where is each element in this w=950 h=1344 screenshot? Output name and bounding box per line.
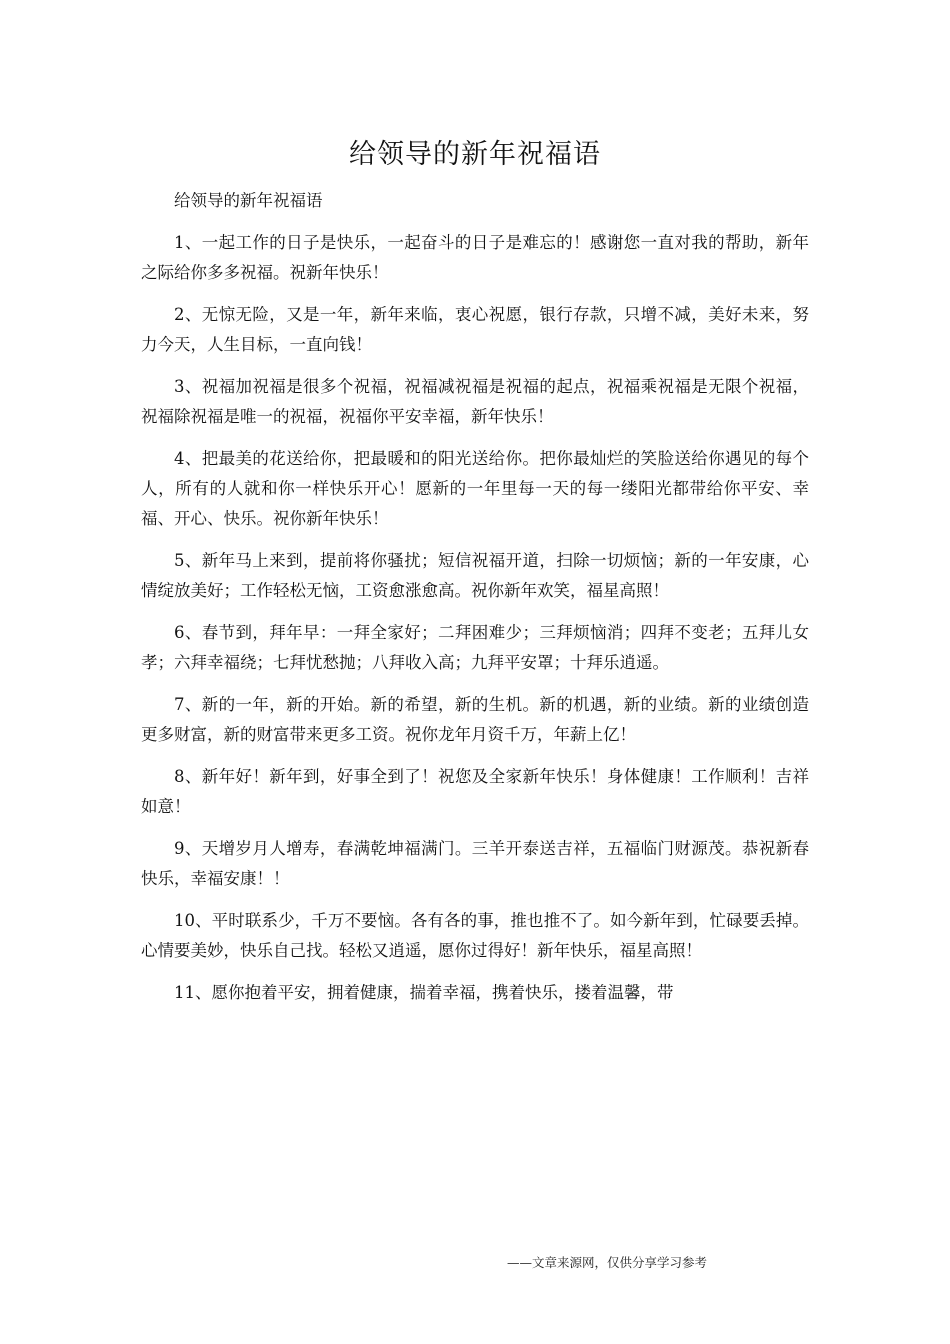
greeting-paragraph-6: 6、春节到，拜年早：一拜全家好；二拜困难少；三拜烦恼消；四拜不变老；五拜儿女孝；六拜幸福绕；七拜忧愁抛；八拜收入高；九拜平安罩；十拜乐逍遥。 — [141, 623, 809, 672]
greeting-paragraph-10: 10、平时联系少，千万不要恼。各有各的事，推也推不了。如今新年到，忙碌要丢掉。心情要美妙，快乐自己找。轻松又逍遥，愿你过得好！新年快乐，福星高照！ — [141, 911, 809, 960]
greeting-paragraph-3: 3、祝福加祝福是很多个祝福，祝福减祝福是祝福的起点，祝福乘祝福是无限个祝福，祝福除祝福是唯一的祝福，祝福你平安幸福，新年快乐！ — [141, 377, 809, 426]
greeting-paragraph-2: 2、无惊无险，又是一年，新年来临，衷心祝愿，银行存款，只增不减，美好未来，努力今天，人生目标，一直向钱！ — [141, 305, 809, 354]
source-footer: ——文章来源网，仅供分享学习参考 — [507, 1255, 708, 1270]
greeting-paragraph-8: 8、新年好！新年到，好事全到了！祝您及全家新年快乐！身体健康！工作顺利！吉祥如意！ — [141, 767, 809, 816]
document-title: 给领导的新年祝福语 — [349, 139, 601, 170]
document-body — [141, 186, 809, 1020]
greeting-paragraph-1: 1、一起工作的日子是快乐，一起奋斗的日子是难忘的！感谢您一直对我的帮助，新年之际给你多多祝福。祝新年快乐！ — [141, 233, 809, 282]
greeting-paragraph-11: 11、愿你抱着平安，拥着健康，揣着幸福，携着快乐，搂着温馨，带 — [174, 983, 674, 1002]
greeting-paragraph-7: 7、新的一年，新的开始。新的希望，新的生机。新的机遇，新的业绩。新的业绩创造更多财富，新的财富带来更多工资。祝你龙年月资千万，年薪上亿！ — [141, 695, 809, 744]
subtitle-paragraph: 给领导的新年祝福语 — [174, 191, 323, 210]
greeting-paragraph-9: 9、天增岁月人增寿，春满乾坤福满门。三羊开泰送吉祥，五福临门财源茂。恭祝新春快乐，幸福安康！！ — [141, 839, 809, 888]
greeting-paragraph-5: 5、新年马上来到，提前将你骚扰；短信祝福开道，扫除一切烦恼；新的一年安康，心情绽放美好；工作轻松无恼，工资愈涨愈高。祝你新年欢笑，福星高照！ — [141, 551, 809, 600]
greeting-paragraph-4: 4、把最美的花送给你，把最暖和的阳光送给你。把你最灿烂的笑脸送给你遇见的每个人，所有的人就和你一样快乐开心！愿新的一年里每一天的每一缕阳光都带给你平安、幸福、开心、快乐。祝你新年快乐！ — [141, 449, 809, 528]
